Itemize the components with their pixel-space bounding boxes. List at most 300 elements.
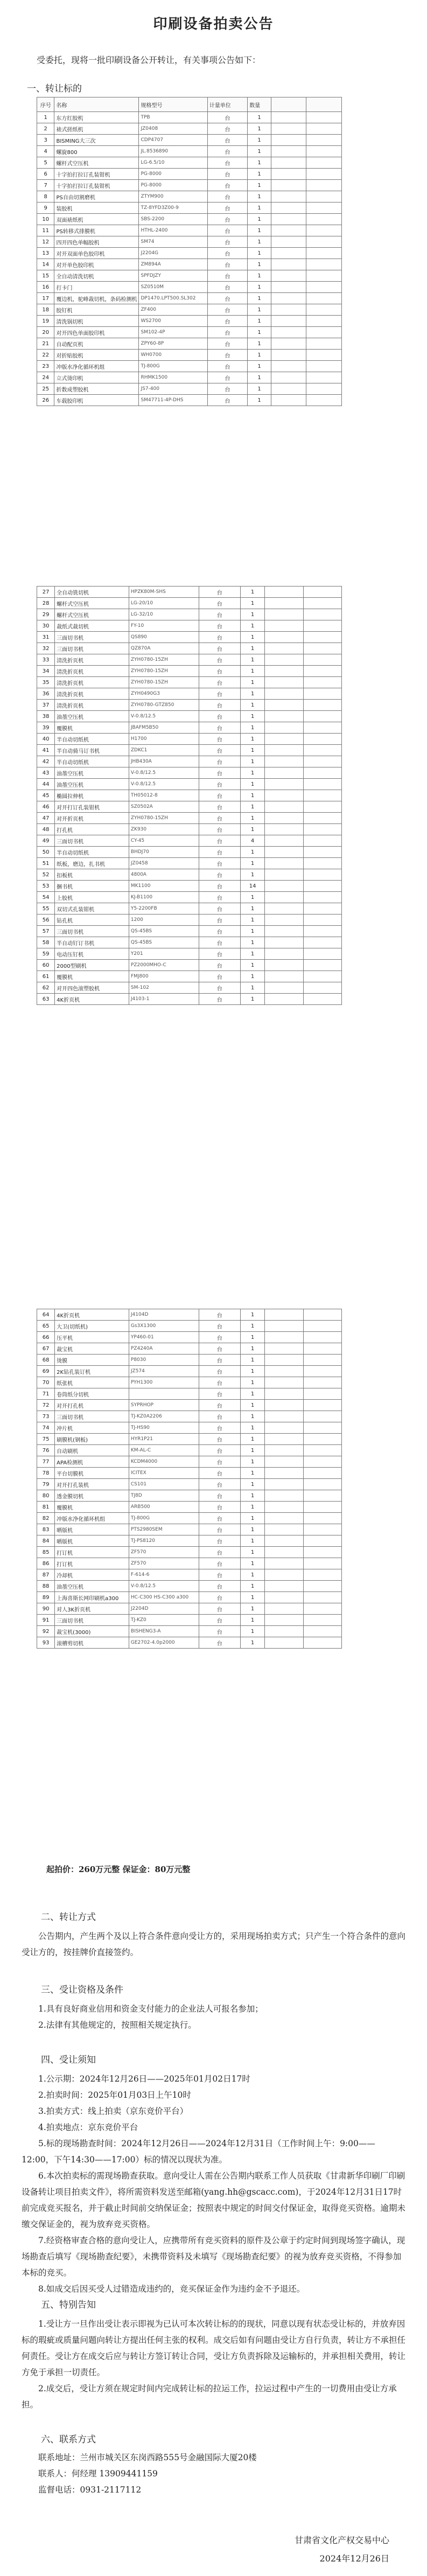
- cell-model: CDP4707: [139, 135, 207, 146]
- cell-no: 52: [37, 869, 55, 881]
- cell-no: 10: [37, 214, 54, 225]
- cell-name: 捆书机: [55, 881, 129, 892]
- table-row: [37, 1422, 342, 1434]
- cell-qty: 1: [240, 1366, 264, 1377]
- cell-model: QS890: [129, 632, 199, 643]
- cell-model: LG-32/10: [129, 609, 199, 620]
- cell-model: V-0.8/12.5: [129, 711, 199, 722]
- cell-unit: 台: [199, 1343, 240, 1355]
- cell-unit: 台: [199, 598, 240, 609]
- cell-no: 70: [37, 1377, 55, 1388]
- cell-no: 63: [37, 994, 55, 1005]
- cell-no: 51: [37, 858, 55, 869]
- cell-no: 43: [37, 767, 55, 779]
- cell-blank: [271, 338, 306, 350]
- cell-blank: [265, 1388, 303, 1400]
- cell-no: 50: [37, 847, 55, 858]
- table-row: [37, 316, 342, 327]
- cell-blank: [271, 248, 306, 259]
- table-row: [37, 1388, 342, 1400]
- cell-unit: 台: [199, 654, 240, 666]
- cell-no: 82: [37, 1513, 55, 1524]
- cell-name: 清洗折页机: [55, 700, 129, 711]
- cell-qty: 1: [240, 790, 264, 801]
- cell-unit: 台: [199, 914, 240, 926]
- cell-blank: [303, 1377, 341, 1388]
- cell-name: 三面切书机: [55, 632, 129, 643]
- cell-blank: [265, 767, 303, 779]
- cell-no: 74: [37, 1422, 55, 1434]
- cell-blank: [306, 327, 342, 338]
- cell-blank: [303, 914, 341, 926]
- cell-unit: 台: [199, 835, 240, 847]
- cell-blank: [306, 146, 342, 157]
- cell-no: 80: [37, 1490, 55, 1502]
- table-row: [37, 191, 342, 203]
- method-block: [22, 1928, 407, 1960]
- cell-no: 3: [37, 135, 54, 146]
- cell-no: 17: [37, 293, 54, 304]
- cell-name: 清洗折页机: [55, 654, 129, 666]
- cell-blank: [265, 937, 303, 948]
- cell-blank: [306, 157, 342, 169]
- cell-name: 清洗折页机: [55, 688, 129, 700]
- table-row: [37, 1637, 342, 1649]
- cell-name: 油墨空压机: [55, 779, 129, 790]
- cell-blank: [303, 971, 341, 982]
- cell-no: 41: [37, 745, 55, 756]
- cell-no: 59: [37, 948, 55, 960]
- cell-unit: 台: [199, 711, 240, 722]
- table-row: [37, 756, 342, 767]
- cell-blank: [265, 903, 303, 914]
- special-item: 2.成交后，受让方须在规定时间内完成转让标的拉运工作，拉运过程中产生的一切费用由受让方承担。: [22, 2384, 397, 2410]
- cell-unit: 台: [199, 948, 240, 960]
- cell-blank: [271, 361, 306, 372]
- notice-item: 2.拍卖时间：2025年01月03日上午10时: [38, 2090, 191, 2100]
- cell-name: 自动刷机: [55, 1445, 129, 1456]
- table-row: [37, 813, 342, 824]
- cell-name: 2000型刷机: [55, 960, 129, 971]
- cell-name: 折数成塑胶机: [54, 383, 139, 395]
- cell-name: 装胶机: [54, 203, 139, 214]
- cell-name: 半自动切纸机: [55, 756, 129, 767]
- cell-blank: [265, 813, 303, 824]
- section-title-special: 五、特别告知: [41, 2300, 96, 2310]
- table-row: [37, 1626, 342, 1637]
- cell-blank: [265, 1321, 303, 1332]
- cell-blank: [303, 1592, 341, 1603]
- cell-unit: 台: [199, 1490, 240, 1502]
- table-row: [37, 734, 342, 745]
- cell-name: 三面切书机: [55, 835, 129, 847]
- cell-no: 25: [37, 383, 54, 395]
- cell-qty: 1: [240, 982, 264, 994]
- cell-qty: 1: [240, 1388, 264, 1400]
- cell-blank: [265, 847, 303, 858]
- cell-unit: 台: [207, 214, 247, 225]
- eligibility-item: 2.法律有其他规定的，按照相关规定执行。: [38, 2020, 197, 2030]
- cell-model: J2204G: [139, 248, 207, 259]
- cell-blank: [303, 801, 341, 813]
- cell-blank: [265, 824, 303, 835]
- table-row: [37, 259, 342, 270]
- cell-name: 自动配页机: [54, 338, 139, 350]
- cell-blank: [265, 1366, 303, 1377]
- cell-model: ZYH0780-15ZH: [129, 677, 199, 688]
- cell-no: 58: [37, 937, 55, 948]
- cell-model: SM47711-4P-DHS: [139, 395, 207, 406]
- cell-unit: 台: [199, 1569, 240, 1581]
- cell-model: WS2700: [139, 316, 207, 327]
- cell-qty: 1: [240, 914, 264, 926]
- cell-no: 34: [37, 666, 55, 677]
- cell-blank: [303, 937, 341, 948]
- cell-qty: 1: [240, 1468, 264, 1479]
- cell-qty: 1: [240, 1592, 264, 1603]
- table-row: [37, 892, 342, 903]
- cell-model: PYH1300: [129, 1377, 199, 1388]
- table-row: [37, 1366, 342, 1377]
- table-row: [37, 801, 342, 813]
- cell-blank: [303, 1490, 341, 1502]
- cell-blank: [265, 1626, 303, 1637]
- cell-no: 60: [37, 960, 55, 971]
- cell-qty: 1: [240, 620, 264, 632]
- cell-blank: [265, 1513, 303, 1524]
- table-row: [37, 236, 342, 248]
- table-row: [37, 361, 342, 372]
- cell-no: 67: [37, 1343, 55, 1355]
- cell-model: JHB430A: [129, 756, 199, 767]
- cell-name: 对开打孔装机: [55, 1479, 129, 1490]
- cell-no: 6: [37, 169, 54, 180]
- cell-unit: 台: [199, 767, 240, 779]
- cell-no: 54: [37, 892, 55, 903]
- cell-qty: 1: [248, 214, 271, 225]
- cell-model: KM-AL-C: [129, 1445, 199, 1456]
- table-row: [37, 767, 342, 779]
- cell-name: 覆边机，驼峰裁切机，条码检测机: [54, 293, 139, 304]
- cell-qty: 1: [240, 994, 264, 1005]
- cell-unit: 台: [199, 688, 240, 700]
- cell-qty: 1: [240, 734, 264, 745]
- cell-model: J4104D: [129, 1309, 199, 1321]
- cell-blank: [303, 824, 341, 835]
- cell-name: 双切式孔装钳机: [55, 903, 129, 914]
- cell-unit: 台: [207, 112, 247, 123]
- cell-qty: 1: [248, 383, 271, 395]
- cell-blank: [265, 1343, 303, 1355]
- cell-model: QZ870A: [129, 643, 199, 654]
- table-row: [37, 903, 342, 914]
- cell-blank: [265, 790, 303, 801]
- price-summary: 起拍价：260万元整 保证金：80万元整: [46, 1865, 191, 1874]
- cell-name: 东方红胶机: [54, 112, 139, 123]
- cell-blank: [306, 180, 342, 191]
- cell-no: 30: [37, 620, 55, 632]
- cell-name: 裁宝机(3000): [55, 1626, 129, 1637]
- cell-unit: 台: [199, 1366, 240, 1377]
- notice-item: 5.标的现场勘查时间：2024年12月26日——2024年12月31日（工作时间上午：9:00——12:00，下午14:30——17:00）标的情况以现状为准。: [22, 2139, 375, 2165]
- special-block: [22, 2316, 407, 2413]
- cell-model: KCDM4000: [129, 1456, 199, 1468]
- lots-table-part2: [37, 586, 342, 1005]
- cell-blank: [265, 620, 303, 632]
- cell-model: ZYH0490G3: [129, 688, 199, 700]
- cell-name: 平台切膜机: [55, 1468, 129, 1479]
- table-row: [37, 1377, 342, 1388]
- cell-blank: [265, 1524, 303, 1535]
- cell-unit: 台: [199, 1309, 240, 1321]
- cell-unit: 台: [207, 191, 247, 203]
- cell-qty: 1: [240, 1535, 264, 1547]
- cell-blank: [265, 835, 303, 847]
- cell-unit: 台: [199, 734, 240, 745]
- cell-blank: [265, 1535, 303, 1547]
- cell-unit: 台: [199, 858, 240, 869]
- cell-blank: [303, 1456, 341, 1468]
- cell-blank: [271, 225, 306, 236]
- cell-qty: 1: [240, 711, 264, 722]
- cell-no: 88: [37, 1581, 55, 1592]
- cell-blank: [303, 1355, 341, 1366]
- cell-model: CY-45: [129, 835, 199, 847]
- cell-qty: 1: [240, 654, 264, 666]
- cell-name: 冲片机: [55, 1422, 129, 1434]
- table-row: [37, 1434, 342, 1445]
- table-row: [37, 632, 342, 643]
- cell-qty: 1: [248, 327, 271, 338]
- cell-blank: [303, 677, 341, 688]
- cell-blank: [271, 157, 306, 169]
- cell-no: 37: [37, 700, 55, 711]
- cell-qty: 1: [240, 1558, 264, 1569]
- cell-no: 32: [37, 643, 55, 654]
- cell-qty: 1: [240, 1343, 264, 1355]
- cell-unit: 台: [199, 881, 240, 892]
- cell-blank: [265, 609, 303, 620]
- cell-no: 4: [37, 146, 54, 157]
- cell-qty: 1: [240, 756, 264, 767]
- cell-unit: 台: [199, 1513, 240, 1524]
- cell-blank: [265, 926, 303, 937]
- cell-model: RHMK1500: [139, 372, 207, 383]
- cell-blank: [303, 1343, 341, 1355]
- cell-unit: 台: [199, 903, 240, 914]
- cell-blank: [303, 835, 341, 847]
- table-row: [37, 1603, 342, 1615]
- cell-blank: [303, 767, 341, 779]
- table-row: [37, 971, 342, 982]
- cell-unit: 台: [207, 236, 247, 248]
- cell-blank: [303, 779, 341, 790]
- section-title-eligibility: 三、受让资格及条件: [41, 1985, 123, 1995]
- cell-model: JZ574: [129, 1366, 199, 1377]
- cell-model: ZF570: [129, 1547, 199, 1558]
- cell-model: 1200: [129, 914, 199, 926]
- cell-blank: [271, 112, 306, 123]
- cell-model: TZ-8YFD3Z00-9: [139, 203, 207, 214]
- cell-model: Gs3X1300: [129, 1321, 199, 1332]
- cell-model: ICITEX: [129, 1468, 199, 1479]
- cell-no: 5: [37, 157, 54, 169]
- contact-address: 联系地址：兰州市城关区东岗西路555号金融国际大厦20楼: [38, 2453, 257, 2462]
- cell-no: 61: [37, 971, 55, 982]
- cell-blank: [271, 214, 306, 225]
- cell-qty: 1: [248, 203, 271, 214]
- cell-no: 49: [37, 835, 55, 847]
- cell-blank: [265, 688, 303, 700]
- cell-no: 40: [37, 734, 55, 745]
- cell-no: 13: [37, 248, 54, 259]
- cell-blank: [303, 1535, 341, 1547]
- cell-model: JBAFM5B50: [129, 722, 199, 734]
- cell-blank: [265, 1581, 303, 1592]
- cell-blank: [306, 372, 342, 383]
- cell-blank: [303, 722, 341, 734]
- table-row: [37, 1502, 342, 1513]
- cell-no: 28: [37, 598, 55, 609]
- cell-blank: [306, 191, 342, 203]
- cell-unit: 台: [207, 157, 247, 169]
- table-row: [37, 225, 342, 236]
- cell-qty: 1: [240, 643, 264, 654]
- cell-blank: [265, 881, 303, 892]
- cell-unit: 台: [199, 756, 240, 767]
- cell-blank: [306, 304, 342, 316]
- cell-blank: [265, 1637, 303, 1649]
- table-row: [37, 677, 342, 688]
- table-row: [37, 745, 342, 756]
- cell-model: ZDKC1: [129, 745, 199, 756]
- cell-blank: [265, 700, 303, 711]
- cell-qty: 1: [248, 248, 271, 259]
- notice-item: 8.如成交后因买受人过错造成违约的，竞买保证金作为违约金不予退还。: [38, 2284, 305, 2294]
- cell-name: 刷膜机(钢板): [55, 1434, 129, 1445]
- cell-no: 56: [37, 914, 55, 926]
- notice-item: 1.公示期：2024年12月26日——2025年01月02日17时: [38, 2074, 250, 2084]
- cell-blank: [271, 350, 306, 361]
- table-row: [37, 383, 342, 395]
- cell-unit: 台: [199, 1603, 240, 1615]
- cell-blank: [271, 123, 306, 135]
- cell-name: 半自动切纸机: [55, 847, 129, 858]
- cell-no: 77: [37, 1456, 55, 1468]
- cell-blank: [303, 1422, 341, 1434]
- table-row: [37, 869, 342, 881]
- cell-no: 84: [37, 1535, 55, 1547]
- table-row: [37, 270, 342, 282]
- cell-unit: 台: [199, 960, 240, 971]
- cell-model: Y5-2200FB: [129, 903, 199, 914]
- cell-blank: [265, 1547, 303, 1558]
- cell-unit: 台: [199, 745, 240, 756]
- cell-qty: 1: [248, 146, 271, 157]
- cell-blank: [303, 1366, 341, 1377]
- cell-unit: 台: [199, 1626, 240, 1637]
- cell-qty: 1: [240, 937, 264, 948]
- cell-no: 8: [37, 191, 54, 203]
- header-extra-2: [306, 97, 342, 112]
- cell-unit: 台: [199, 1581, 240, 1592]
- cell-no: 46: [37, 801, 55, 813]
- cell-qty: 1: [240, 1422, 264, 1434]
- cell-no: 93: [37, 1637, 55, 1649]
- cell-blank: [271, 293, 306, 304]
- cell-unit: 台: [199, 666, 240, 677]
- cell-blank: [303, 711, 341, 722]
- cell-model: ZM894A: [139, 259, 207, 270]
- cell-name: 4K折页机: [55, 1309, 129, 1321]
- cell-name: 螺杆式空压机: [55, 609, 129, 620]
- table-row: [37, 112, 342, 123]
- table-row: [37, 960, 342, 971]
- cell-unit: 台: [199, 937, 240, 948]
- cell-name: 立式烫印机: [54, 372, 139, 383]
- table-row: [37, 1479, 342, 1490]
- cell-qty: 14: [240, 881, 264, 892]
- cell-qty: 1: [248, 169, 271, 180]
- cell-blank: [271, 146, 306, 157]
- table-row: [37, 609, 342, 620]
- cell-unit: 台: [199, 994, 240, 1005]
- cell-blank: [306, 293, 342, 304]
- cell-blank: [265, 1422, 303, 1434]
- cell-no: 73: [37, 1411, 55, 1422]
- cell-model: TJ-PS8120: [129, 1535, 199, 1547]
- cell-model: WH0700: [139, 350, 207, 361]
- cell-model: TPB: [139, 112, 207, 123]
- cell-no: 7: [37, 180, 54, 191]
- cell-model: TH05012-8: [129, 790, 199, 801]
- cell-blank: [265, 1490, 303, 1502]
- header-qty: 数量: [248, 97, 271, 112]
- cell-model: YP460-01: [129, 1332, 199, 1343]
- table-row: [37, 881, 342, 892]
- cell-model: TJ-800G: [129, 1513, 199, 1524]
- cell-blank: [306, 225, 342, 236]
- cell-name: 裱式搓纸机: [54, 123, 139, 135]
- cell-no: 81: [37, 1502, 55, 1513]
- table-row: [37, 779, 342, 790]
- cell-model: TJ8D: [129, 1490, 199, 1502]
- cell-blank: [303, 1502, 341, 1513]
- cell-blank: [265, 1558, 303, 1569]
- cell-model: H1700: [129, 734, 199, 745]
- notice-item: 7.经资格审查合格的意向受让人，应携带所有竞买资料的原件及公章于约定时间到现场签字确认，现场勘查后填写《现场勘查纪要》，未携带资料及未填写《现场勘查纪要》的视为放弃竞买资格，不得参加本标的竞买。: [22, 2236, 405, 2278]
- signature-date: 2024年12月26日: [319, 2553, 389, 2564]
- cell-no: 26: [37, 395, 54, 406]
- cell-unit: 台: [199, 1400, 240, 1411]
- cell-unit: 台: [199, 1535, 240, 1547]
- table-row: [37, 123, 342, 135]
- cell-unit: 台: [199, 1411, 240, 1422]
- cell-model: SBS-2200: [139, 214, 207, 225]
- cell-blank: [303, 869, 341, 881]
- cell-no: 87: [37, 1569, 55, 1581]
- header-extra-1: [271, 97, 306, 112]
- cell-blank: [306, 282, 342, 293]
- cell-unit: 台: [199, 677, 240, 688]
- cell-no: 89: [37, 1592, 55, 1603]
- cell-blank: [303, 1388, 341, 1400]
- cell-name: 油墨空压机: [55, 767, 129, 779]
- cell-blank: [303, 994, 341, 1005]
- cell-name: 大卫(切纸机): [55, 1321, 129, 1332]
- cell-qty: 1: [240, 1355, 264, 1366]
- cell-blank: [306, 123, 342, 135]
